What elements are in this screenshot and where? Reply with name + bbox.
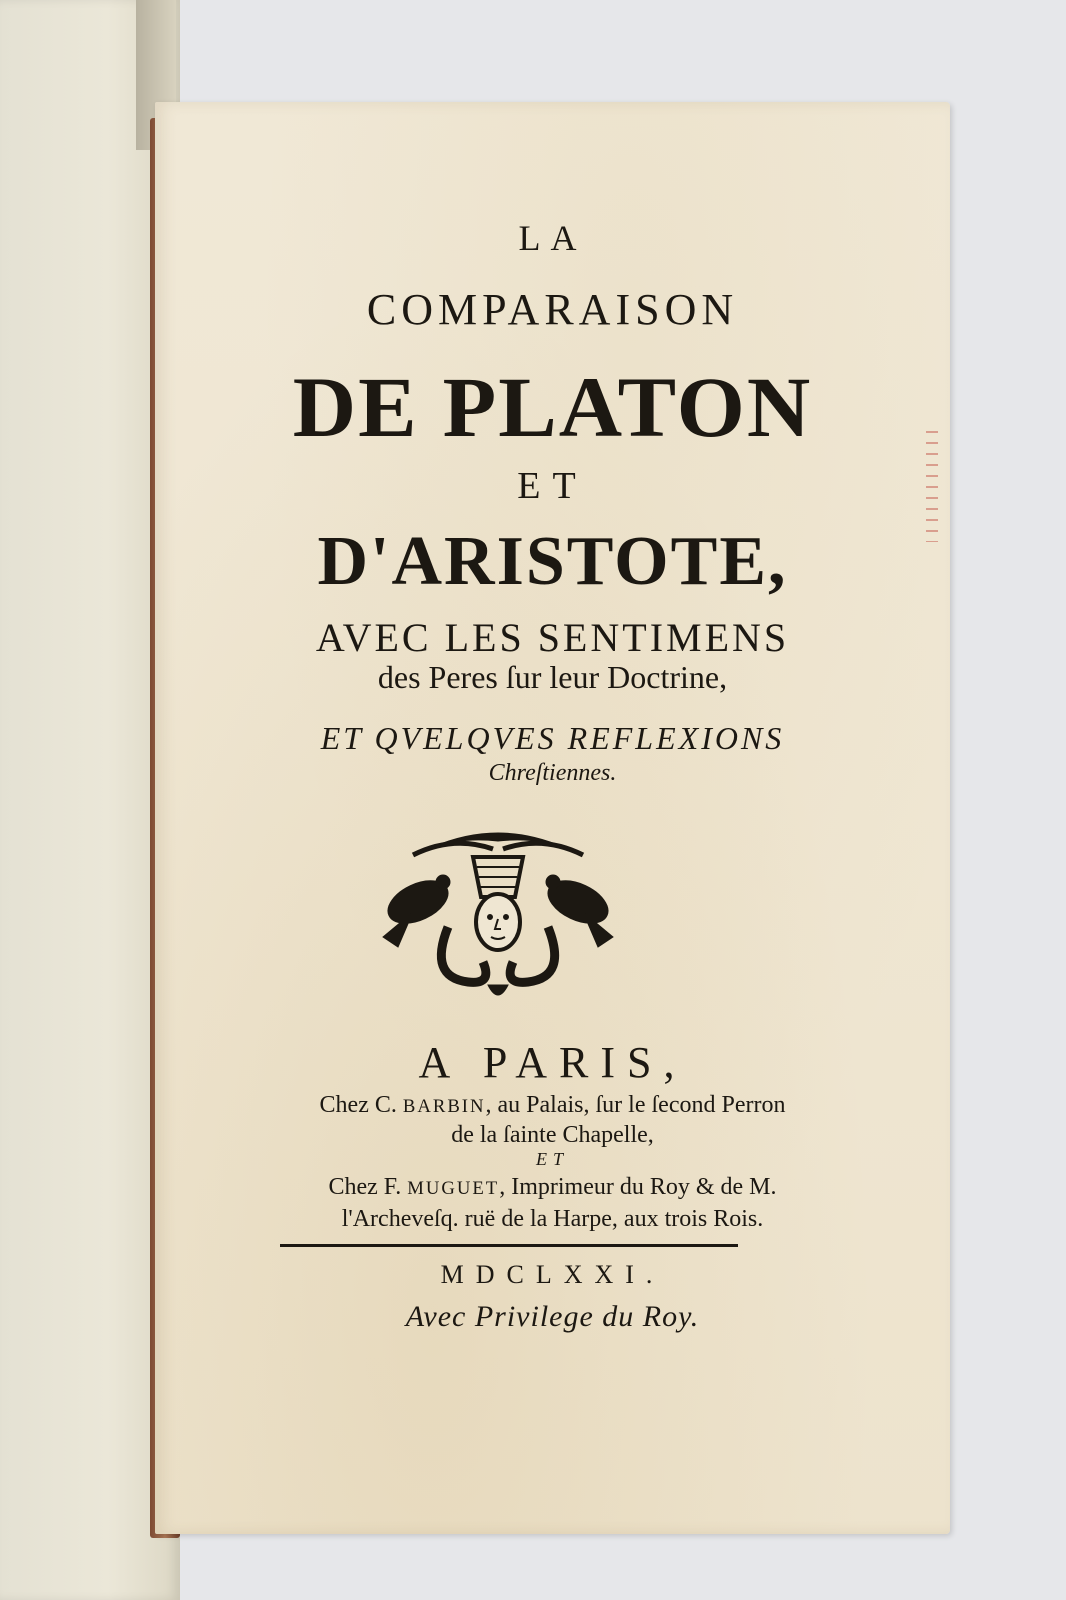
title-line-platon: DE PLATON	[292, 359, 813, 455]
imprint-privilege: Avec Privilege du Roy.	[405, 1300, 700, 1333]
imprint-date: MDCLXXI.	[440, 1260, 665, 1289]
title-page	[155, 102, 950, 1534]
imprint-publisher-2-address: l'Archeveſq. ruë de la Harpe, aux trois Rois.	[341, 1206, 764, 1232]
title-line-comparaison: COMPARAISON	[366, 285, 739, 334]
imprint-place: A PARIS,	[418, 1038, 687, 1087]
imprint-publisher-1: Chez C. BARBIN, au Palais, ſur le ſecond Perron	[319, 1092, 786, 1118]
subtitle-line-chrestiennes: Chreſtiennes.	[488, 760, 617, 786]
horizontal-rule	[280, 1244, 738, 1247]
subtitle-line-reflexions: ET QVELQVES REFLEXIONS	[320, 720, 785, 756]
subtitle-line-avec: AVEC LES SENTIMENS	[315, 615, 790, 660]
imprint-publisher-1-address: de la ſainte Chapelle,	[451, 1122, 654, 1148]
title-line-et: ET	[517, 465, 588, 507]
subtitle-line-peres: des Peres ſur leur Doctrine,	[377, 659, 728, 695]
imprint-publisher-2: Chez F. MUGUET, Imprimeur du Roy & de M.	[328, 1174, 777, 1200]
imprint-et: ET	[535, 1149, 569, 1169]
printers-ornament-woodcut	[373, 827, 623, 1007]
title-line-aristote: D'ARISTOTE,	[317, 523, 788, 600]
title-line-la: LA	[518, 218, 587, 258]
